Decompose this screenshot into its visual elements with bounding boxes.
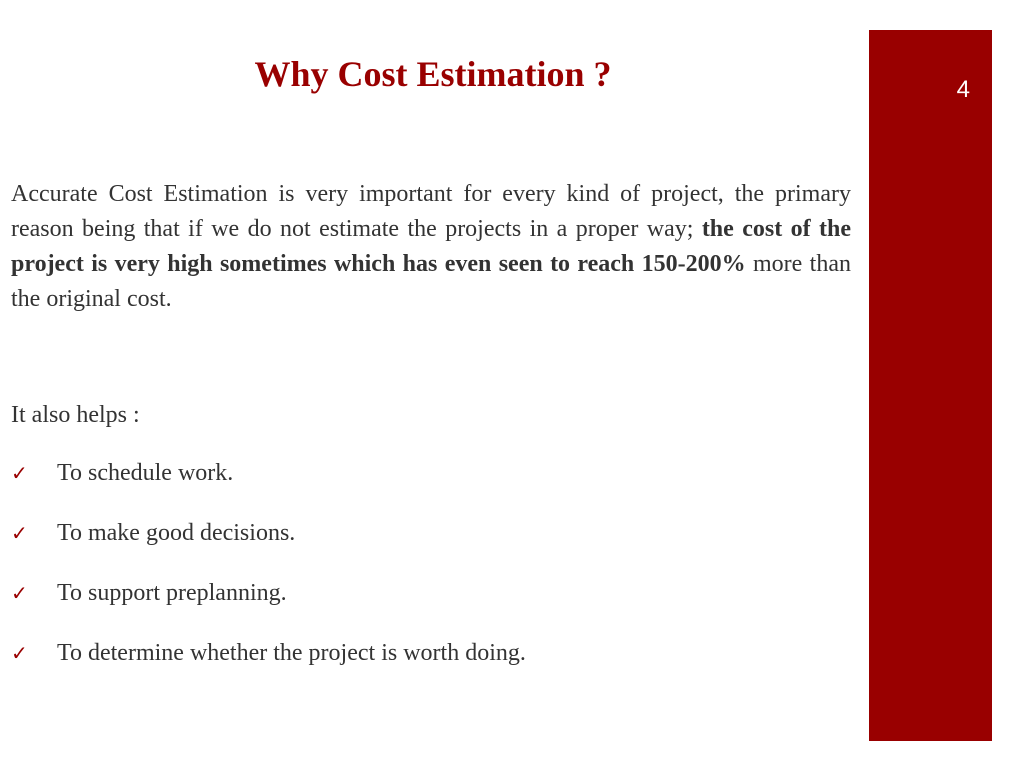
checkmark-icon: ✓ [11,641,28,665]
list-item-text: To determine whether the project is worth doing. [57,640,526,666]
intro-lead: Accurate Cost Estimation is very important for every kind of project, the primary reason being that if we do not estimate the projects in a proper way; [11,181,851,242]
checkmark-icon: ✓ [11,521,28,545]
list-item-text: To make good decisions. [57,520,296,546]
intro-tail: more than the original cost. [11,251,851,312]
intro-emphasis: the cost of the project is very high sometimes which has even seen to reach 150-200% [11,216,851,277]
list-item-text: To support preplanning. [57,580,287,606]
checkmark-icon: ✓ [11,461,28,485]
list-item-text: To schedule work. [57,460,234,486]
intro-paragraph [11,177,851,317]
slide-title: Why Cost Estimation ? [254,54,612,94]
side-bar [869,30,992,741]
helps-label: It also helps : [11,402,140,428]
checkmark-icon: ✓ [11,581,28,605]
slide-number: 4 [956,76,970,103]
